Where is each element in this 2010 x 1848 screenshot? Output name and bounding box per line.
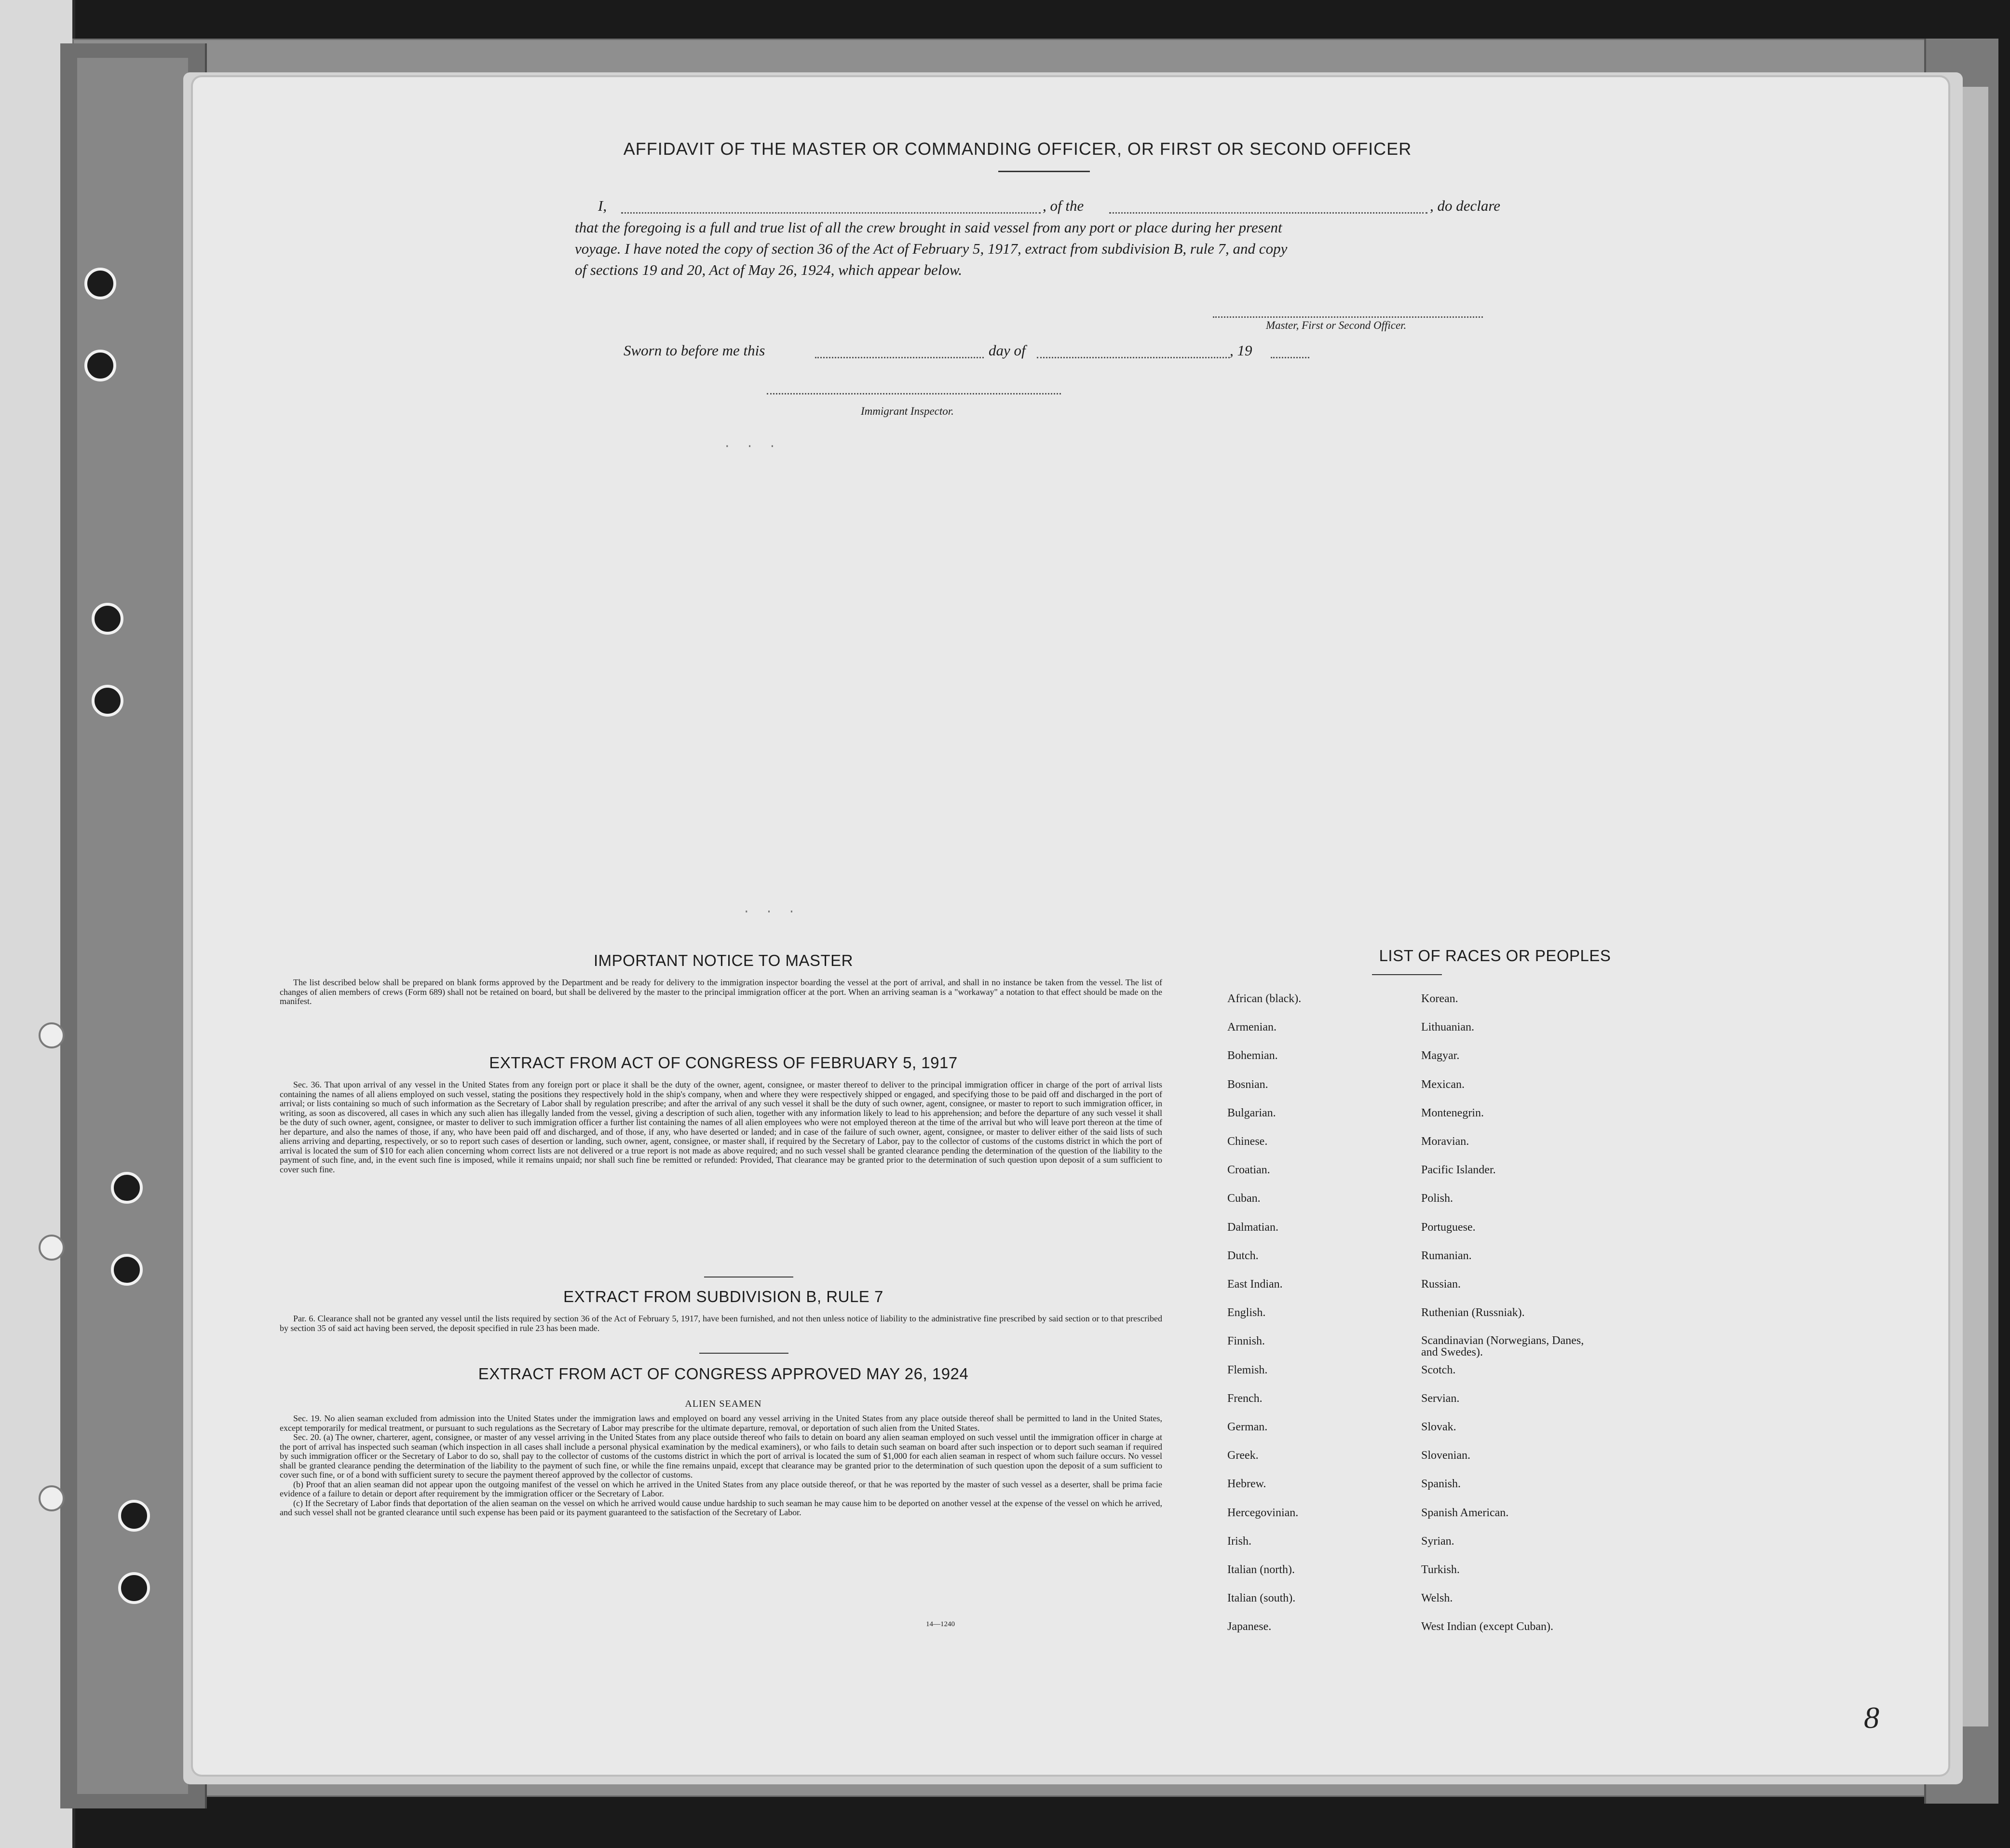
section-20a-paragraph: Sec. 20. (a) The owner, charterer, agent, consignee, or master of any vessel arriving in the United States from any place outside thereof who fails to detain on board any alien seaman employed on such vessel until the immigration officer in charge at the port of arrival has inspected such seaman (which inspection in all cases shall include a personal physical examination by the medical examiners), or who fails to detain such seaman on board after such inspection or to deport such seaman if required by such immigration officer or the Secretary of Labor to do so, shall pay to the collector of customs of the customs district in which the port of arrival is located the sum of $1,000 for each alien seaman in respect of whom such failure occurs. No vessel shall be granted clearance pending the determination of the liability to the payment of such fine, or while the fine remains unpaid, except that clearance may be granted prior to the determination of such question upon the deposit of a sum sufficient to cover such fine, or of a bond with sufficient surety to secure the payment thereof approved by the collector of customs. xyxy=(280,1432,1162,1480)
race-list-item: Moravian. xyxy=(1421,1135,1469,1148)
master-caption: Master, First or Second Officer. xyxy=(1266,319,1407,331)
section-20c-paragraph: (c) If the Secretary of Labor finds that deportation of the alien seaman on the vessel on which he arrived would cause undue hardship to such seaman he may cause him to be deported on another vessel at the expense of the vessel on which he arrived, and such vessel shall not be granted clearance until such expense has been paid or its payment guaranteed to the satisfaction of the Secretary of Labor. xyxy=(280,1498,1162,1517)
race-list-item: Ruthenian (Russniak). xyxy=(1421,1306,1525,1319)
race-list-item: Polish. xyxy=(1421,1192,1453,1205)
race-list-item: Dalmatian. xyxy=(1227,1221,1278,1234)
race-list-item: Lithuanian. xyxy=(1421,1021,1474,1034)
race-list-item: Italian (south). xyxy=(1227,1592,1296,1605)
extract-1917-body xyxy=(280,1080,1162,1174)
affidavit-line-3: voyage. I have noted the copy of section 36 of the Act of February 5, 1917, extract from subdivision B, rule 7, and copy xyxy=(575,240,1288,257)
race-list-item: Italian (north). xyxy=(1227,1563,1295,1576)
binder-hole xyxy=(92,603,123,635)
affidavit-of-the: , of the xyxy=(1043,197,1084,214)
race-list-item: Korean. xyxy=(1421,992,1458,1005)
inspector-caption: Immigrant Inspector. xyxy=(861,405,954,417)
race-list-item: French. xyxy=(1227,1392,1263,1405)
race-list-item: Hebrew. xyxy=(1227,1478,1266,1491)
stray-dots: . . . xyxy=(743,902,796,916)
race-list-item: German. xyxy=(1227,1421,1268,1433)
sworn-year-blank[interactable] xyxy=(1271,357,1309,358)
inspector-signature-line[interactable] xyxy=(767,393,1061,394)
binder-hole xyxy=(92,685,123,717)
handwritten-page-number: 8 xyxy=(1864,1700,1879,1735)
race-list-item: Portuguese. xyxy=(1421,1221,1476,1234)
race-list-item: East Indian. xyxy=(1227,1278,1283,1291)
section-36-paragraph: Sec. 36. That upon arrival of any vessel in the United States from any foreign port or place it shall be the duty of the owner, agent, consignee, or master thereof to deliver to the principal immigration officer in charge of the port of arrival lists containing the names of all aliens employed on such vessel, stating the positions they respectively hold in the ship's company, when and where they were respectively shipped or engaged, and specifying those to be paid off and discharged in the port of arrival; or lists containing so much of such information as the Secretary of Labor shall by regulation prescribe; and after the arrival of any such vessel it shall be the duty of such owner, agent, consignee, or master to report to such immigration officer, in writing, as soon as discovered, all cases in which any such alien has illegally landed from the vessel, giving a description of such alien, together with any information likely to lead to his apprehension; and before the departure of any such vessel it shall be the duty of such owner, agent, consignee, or master to deliver to such immigration officer a further list containing the names of all alien employees who were not employed thereon at the time of the arrival but who will leave port thereon at the time of her departure, and also the names of those, if any, who have been paid off and discharged, and of those, if any, who have deserted or landed; and in case of the failure of such owner, agent, consignee, or master to deliver either of the said lists of such aliens arriving and departing, respectively, or so to report such cases of desertion or landing, such owner, agent, consignee, or master shall, if required by the Secretary of Labor, pay to the collector of customs of the customs district in which the port of arrival is located the sum of $10 for each alien concerning whom correct lists are not delivered or a true report is not made as above required; and no such vessel shall be granted clearance pending the determination of the question of the liability to the payment of such fine, and, in the event such fine is imposed, while it remains unpaid; nor shall such fine be remitted or refunded: Provided, That clearance may be granted prior to the determination of such question upon deposit of a sum sufficient to cover such fine. xyxy=(280,1080,1162,1174)
race-list-item: Slovak. xyxy=(1421,1421,1456,1433)
race-list-item: Chinese. xyxy=(1227,1135,1268,1148)
binder-hole xyxy=(84,268,116,299)
race-list-item: Rumanian. xyxy=(1421,1249,1472,1262)
sworn-day-of: day of xyxy=(989,342,1026,359)
race-list-item: African (black). xyxy=(1227,992,1302,1005)
section-20b-paragraph: (b) Proof that an alien seaman did not appear upon the outgoing manifest of the vessel on which he arrived in the United States from any place outside thereof, or that he was reported by the master of such vessel as a deserter, shall be prima facie evidence of a failure to detain or deport after requirement by the immigration officer or the Secretary of Labor. xyxy=(280,1479,1162,1498)
races-underline xyxy=(1372,974,1442,975)
notice-heading: IMPORTANT NOTICE TO MASTER xyxy=(593,951,853,969)
race-list-item: Mexican. xyxy=(1421,1078,1465,1091)
races-heading: LIST OF RACES OR PEOPLES xyxy=(1379,947,1611,965)
race-list-item: Greek. xyxy=(1227,1449,1259,1462)
sworn-day-blank[interactable] xyxy=(815,357,984,358)
race-list-item: Armenian. xyxy=(1227,1021,1277,1034)
stray-dots: . . . xyxy=(723,436,776,451)
binder-hole xyxy=(111,1254,143,1286)
race-list-item: Spanish. xyxy=(1421,1478,1461,1491)
race-list-item: Bohemian. xyxy=(1227,1049,1278,1062)
section-19-paragraph: Sec. 19. No alien seaman excluded from admission into the United States under the immigration laws and employed on board any vessel arriving in the United States from any place outside thereof shall be permitted to land in the United States, except temporarily for medical treatment, or pursuant to such regulations as the Secretary of Labor may prescribe for the ultimate departure, removal, or deportation of such alien from the United States. xyxy=(280,1413,1162,1433)
extract-1917-heading: EXTRACT FROM ACT OF CONGRESS OF FEBRUARY 5, 1917 xyxy=(489,1054,958,1072)
affidavit-declare: , do declare xyxy=(1430,197,1501,214)
vessel-blank[interactable] xyxy=(1109,212,1427,214)
race-list-item: Hercegovinian. xyxy=(1227,1506,1299,1519)
affidavit-i: I, xyxy=(598,197,607,214)
notice-body xyxy=(280,978,1162,1006)
race-list-item: Pacific Islander. xyxy=(1421,1164,1496,1177)
extract-1924-body xyxy=(280,1414,1162,1518)
race-list-item: Cuban. xyxy=(1227,1192,1261,1205)
binder-strip xyxy=(77,58,188,1794)
race-list-item: Welsh. xyxy=(1421,1592,1453,1605)
affidavit-line-2: that the foregoing is a full and true list of all the crew brought in said vessel from any port or place during her present xyxy=(575,219,1282,236)
race-list-item: English. xyxy=(1227,1306,1266,1319)
binder-hole xyxy=(118,1500,150,1532)
binder-hole xyxy=(111,1172,143,1204)
alien-seamen-subheading: ALIEN SEAMEN xyxy=(685,1399,762,1409)
binder-hole xyxy=(39,1235,65,1261)
race-list-item: Scandinavian (Norwegians, Danes, and Swedes). xyxy=(1421,1334,1584,1359)
race-list-item: Croatian. xyxy=(1227,1164,1270,1177)
name-blank[interactable] xyxy=(621,212,1041,214)
form-number: 14—1240 xyxy=(926,1620,955,1628)
sworn-year: , 19 xyxy=(1230,342,1252,359)
form-sheet xyxy=(193,77,1948,1775)
binder-hole xyxy=(84,350,116,381)
race-list-item: Bosnian. xyxy=(1227,1078,1268,1091)
race-list-item: Montenegrin. xyxy=(1421,1106,1484,1119)
race-list-item: Scotch. xyxy=(1421,1363,1456,1376)
race-list-item: Finnish. xyxy=(1227,1335,1265,1348)
race-list-item: Syrian. xyxy=(1421,1535,1454,1548)
race-list-item: Flemish. xyxy=(1227,1363,1268,1376)
extract-rule7-body xyxy=(280,1314,1162,1333)
race-list-item: Turkish. xyxy=(1421,1563,1460,1576)
binder-hole xyxy=(118,1572,150,1604)
race-list-item: Slovenian. xyxy=(1421,1449,1470,1462)
race-list-item: Bulgarian. xyxy=(1227,1106,1276,1119)
master-signature-line[interactable] xyxy=(1213,316,1483,318)
binder-hole xyxy=(39,1022,65,1048)
race-list-item: Russian. xyxy=(1421,1278,1461,1291)
affidavit-line-4: of sections 19 and 20, Act of May 26, 1924, which appear below. xyxy=(575,261,963,278)
section-divider xyxy=(699,1353,788,1354)
notice-paragraph: The list described below shall be prepared on blank forms approved by the Department and be ready for delivery to the immigration inspector boarding the vessel at the port of arrival, and shall in no instance be taken from the vessel. The list of changes of alien members of crews (Form 689) shall not be retained on board, but shall be delivered by the master to the principal immigration officer at the port. When an arriving seaman is a "workaway" a notation to that effect should be made on the manifest. xyxy=(280,978,1162,1006)
rule7-paragraph: Par. 6. Clearance shall not be granted any vessel until the lists required by section 36 of the Act of February 5, 1917, have been furnished, and not then unless notice of liability to the administrative fine prescribed by said section or to that prescribed by section 35 of said act having been served, the deposit specified in rule 23 has been made. xyxy=(280,1314,1162,1333)
race-list-item: Servian. xyxy=(1421,1392,1460,1405)
binder-hole xyxy=(39,1485,65,1511)
extract-1924-heading: EXTRACT FROM ACT OF CONGRESS APPROVED MAY 26, 1924 xyxy=(478,1365,969,1383)
race-list-item: Magyar. xyxy=(1421,1049,1460,1062)
sworn-prefix: Sworn to before me this xyxy=(624,342,765,359)
race-list-item: Dutch. xyxy=(1227,1249,1259,1262)
extract-rule7-heading: EXTRACT FROM SUBDIVISION B, RULE 7 xyxy=(563,1288,883,1305)
race-list-item: Spanish American. xyxy=(1421,1506,1509,1519)
title-underline xyxy=(998,171,1090,172)
race-list-item: Irish. xyxy=(1227,1535,1251,1548)
race-list-item: Japanese. xyxy=(1227,1620,1272,1633)
sworn-month-blank[interactable] xyxy=(1037,357,1230,358)
affidavit-title: AFFIDAVIT OF THE MASTER OR COMMANDING OFFICER, OR FIRST OR SECOND OFFICER xyxy=(623,139,1412,159)
race-list-item: West Indian (except Cuban). xyxy=(1421,1620,1553,1633)
